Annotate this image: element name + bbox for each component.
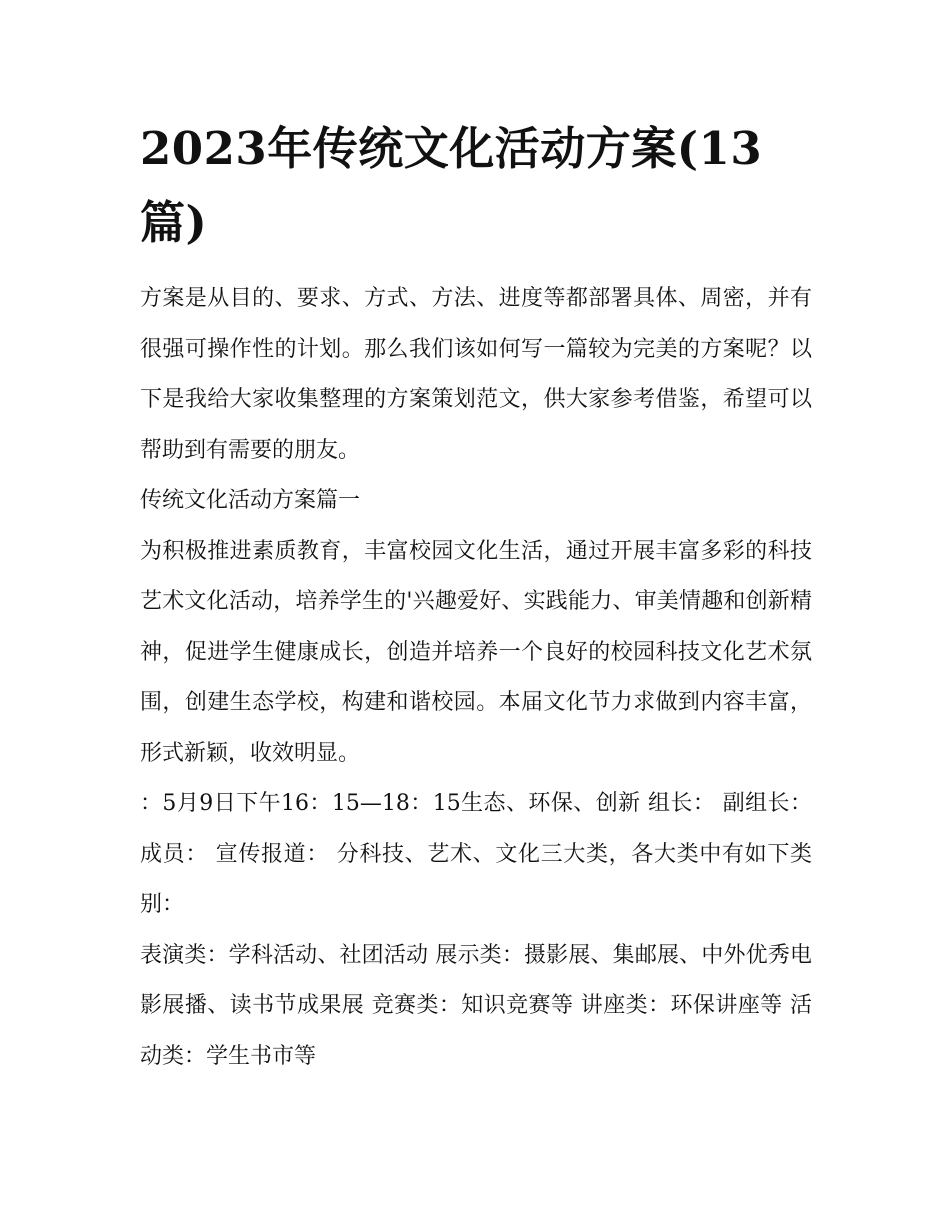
intro-paragraph: 方案是从目的、要求、方式、方法、进度等都部署具体、周密，并有很强可操作性的计划。那么我们该如何写一篇较为完美的方案呢？以下是我给大家收集整理的方案策划范文，供大家参考借鉴，希望可以帮助到有需要的朋友。 — [140, 286, 812, 463]
document-title: 2023年传统文化活动方案(13篇) — [140, 122, 763, 249]
schedule-paragraph: ：5月9日下午16：15—18：15生态、环保、创新 组长： 副组长： 成员： 宣传报道： 分科技、艺术、文化三大类，各大类中有如下类别： — [140, 791, 812, 917]
categories-paragraph: 表演类：学科活动、社团活动 展示类：摄影展、集邮展、中外优秀电影展播、读书节成果展 竞赛类：知识竞赛等 讲座类：环保讲座等 活动类：学生书市等 — [140, 942, 812, 1069]
section-heading: 传统文化活动方案篇一 — [140, 488, 361, 513]
purpose-paragraph: 为积极推进素质教育，丰富校园文化生活，通过开展丰富多彩的科技艺术文化活动，培养学生的'兴趣爱好、实践能力、审美情趣和创新精神，促进学生健康成长，创造并培养一个良好的校园科技文化艺术氛围，创建生态学校，构建和谐校园。本届文化节力求做到内容丰富，形式新颖，收效明显。 — [140, 538, 812, 766]
document-page — [140, 112, 812, 1082]
